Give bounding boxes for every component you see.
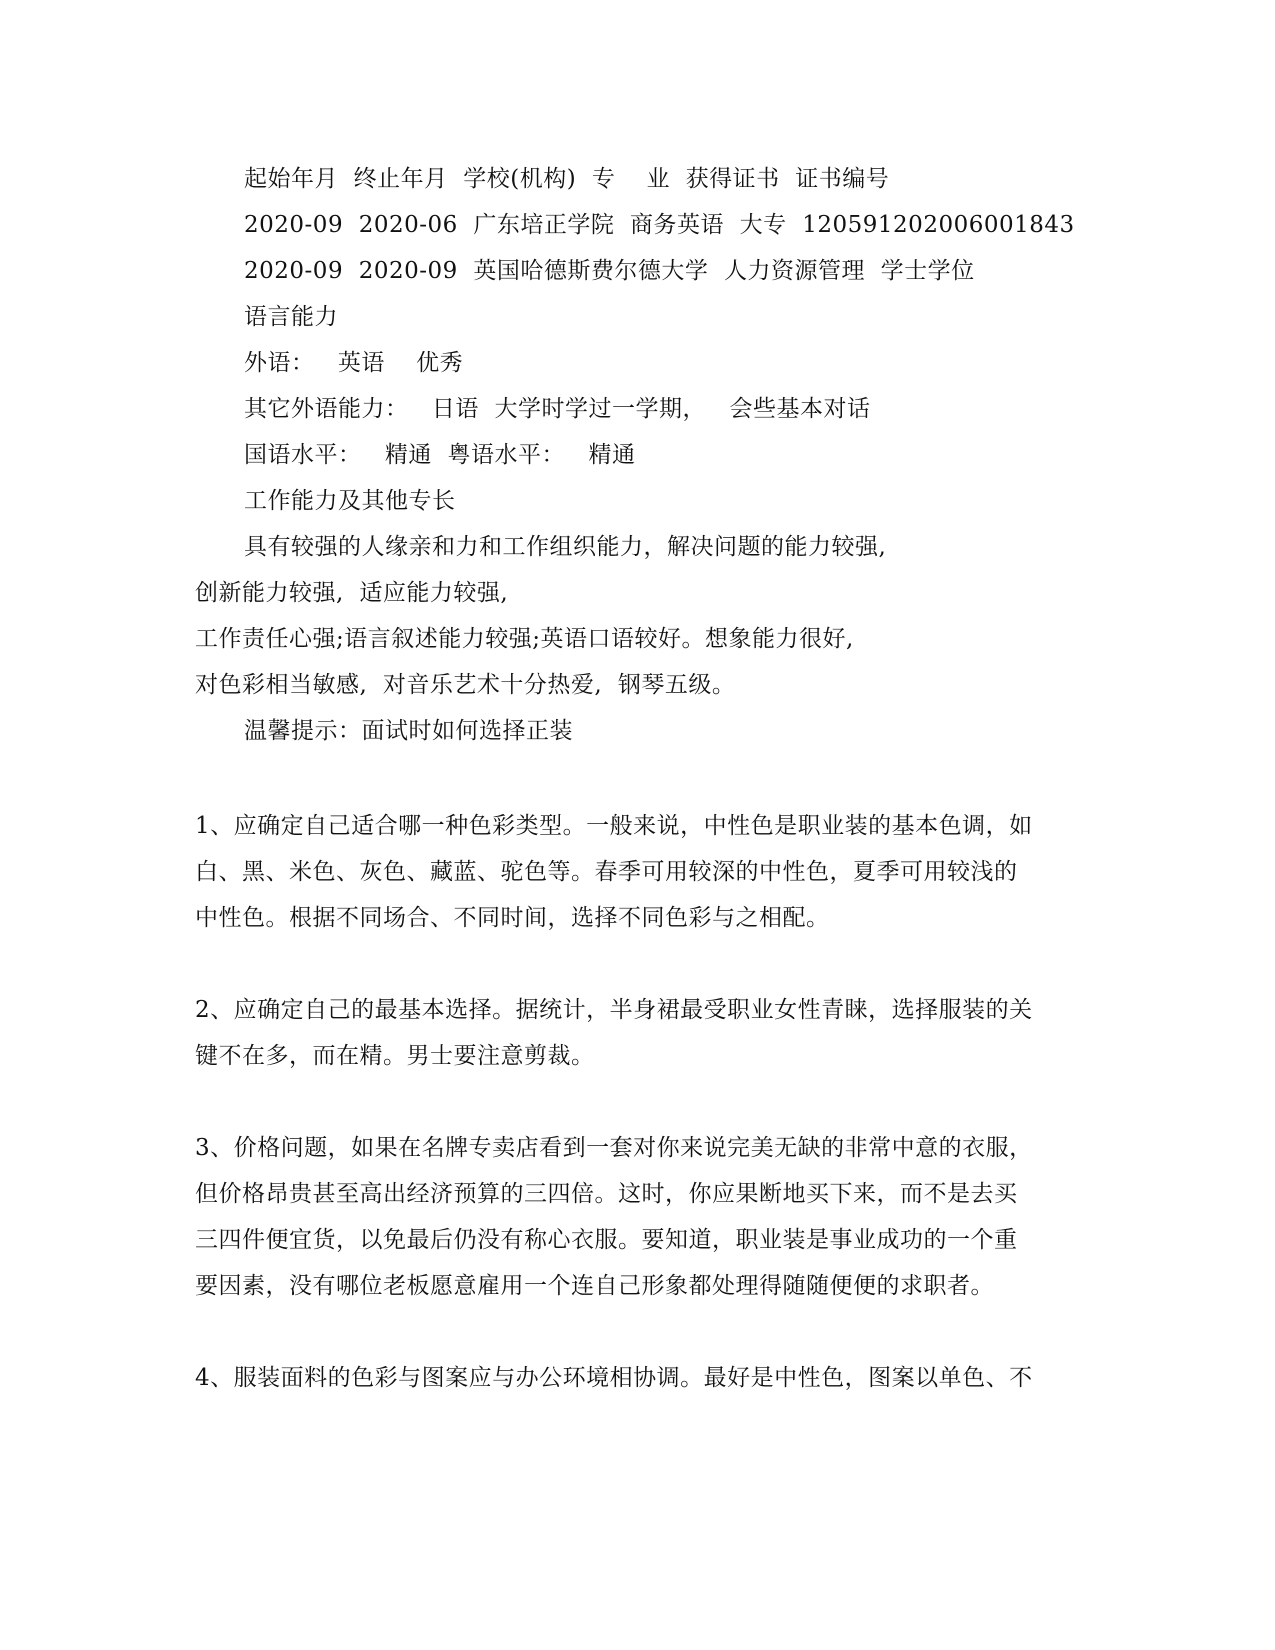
skills-line-3: 工作责任心强;语言叙述能力较强;英语口语较好。想象能力很好, — [195, 626, 854, 652]
education-row-1: 2020-09 2020-06 广东培正学院 商务英语 大专 120591202006001843 — [244, 212, 1075, 238]
education-row-2: 2020-09 2020-09 英国哈德斯费尔德大学 人力资源管理 学士学位 — [244, 258, 975, 284]
tips-heading: 温馨提示：面试时如何选择正装 — [244, 718, 573, 744]
education-table-header: 起始年月 终止年月 学校(机构) 专 业 获得证书 证书编号 — [244, 166, 890, 192]
tip-1-line-2: 白、黑、米色、灰色、藏蓝、驼色等。春季可用较深的中性色，夏季可用较浅的 — [195, 859, 1018, 885]
skills-line-4: 对色彩相当敏感, 对音乐艺术十分热爱, 钢琴五级。 — [195, 672, 736, 698]
tip-3-line-4: 要因素，没有哪位老板愿意雇用一个连自己形象都处理得随随便便的求职者。 — [195, 1273, 994, 1299]
other-language-line: 其它外语能力： 日语 大学时学过一学期， 会些基本对话 — [244, 396, 871, 422]
tip-3-line-1: 3、价格问题，如果在名牌专卖店看到一套对你来说完美无缺的非常中意的衣服， — [195, 1135, 1033, 1161]
tip-2-line-1: 2、应确定自己的最基本选择。据统计，半身裙最受职业女性青睐，选择服装的关 — [195, 997, 1033, 1023]
tip-1-line-1: 1、应确定自己适合哪一种色彩类型。一般来说，中性色是职业装的基本色调，如 — [195, 813, 1033, 839]
tip-1-line-3: 中性色。根据不同场合、不同时间，选择不同色彩与之相配。 — [195, 905, 830, 931]
mandarin-cantonese-line: 国语水平： 精通 粤语水平： 精通 — [244, 442, 636, 468]
skills-line-1: 具有较强的人缘亲和力和工作组织能力，解决问题的能力较强, — [244, 534, 887, 560]
language-heading: 语言能力 — [244, 304, 338, 330]
tip-2-line-2: 键不在多，而在精。男士要注意剪裁。 — [195, 1043, 595, 1069]
tip-3-line-3: 三四件便宜货，以免最后仍没有称心衣服。要知道，职业装是事业成功的一个重 — [195, 1227, 1018, 1253]
tip-3-line-2: 但价格昂贵甚至高出经济预算的三四倍。这时，你应果断地买下来，而不是去买 — [195, 1181, 1018, 1207]
skills-heading: 工作能力及其他专长 — [244, 488, 456, 514]
skills-line-2: 创新能力较强, 适应能力较强, — [195, 580, 509, 606]
tip-4-line-1: 4、服装面料的色彩与图案应与办公环境相协调。最好是中性色，图案以单色、不 — [195, 1365, 1033, 1391]
foreign-language-line: 外语： 英语 优秀 — [244, 350, 464, 376]
